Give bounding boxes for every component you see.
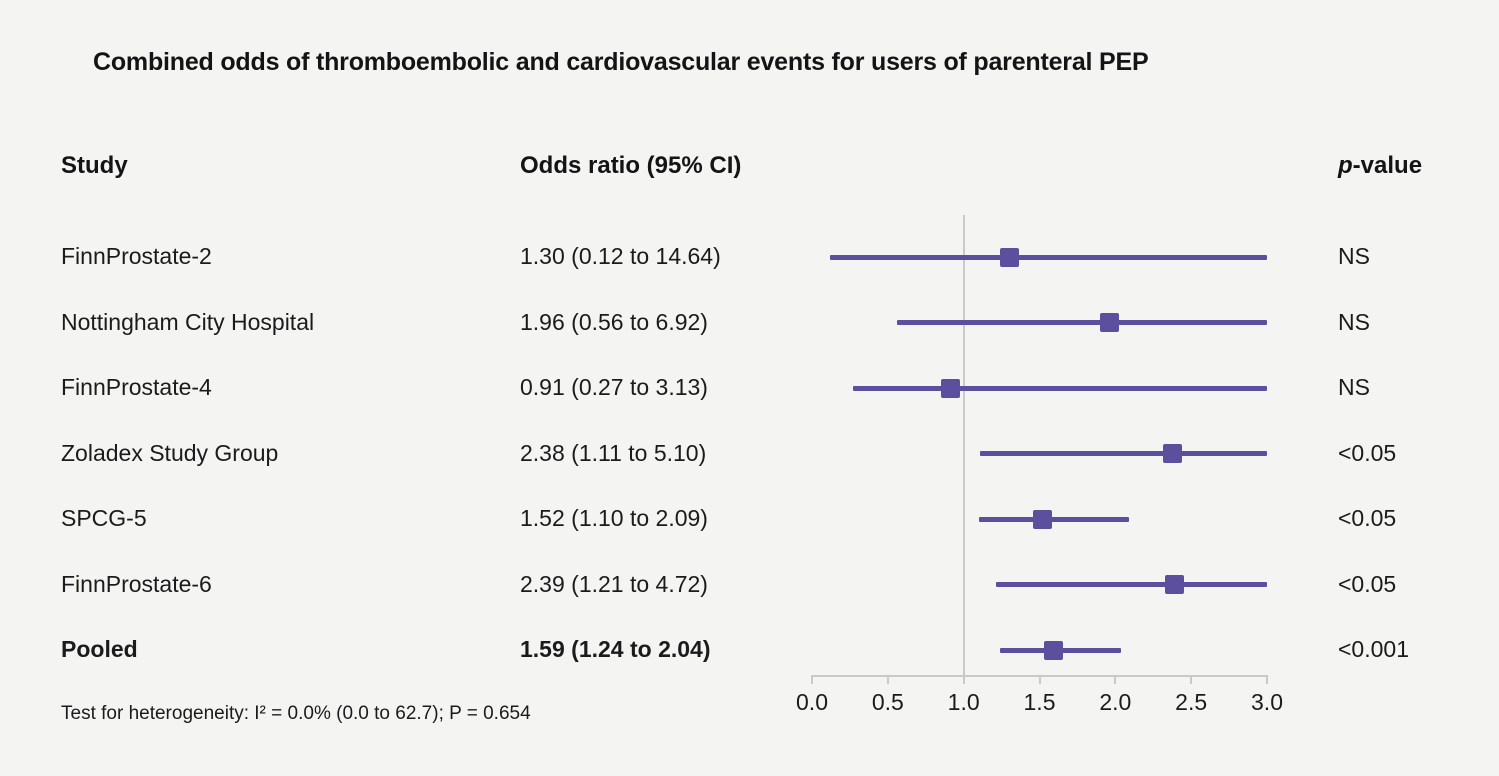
row-study-name: Zoladex Study Group [61, 439, 279, 466]
axis-tick-label: 0.0 [796, 689, 828, 715]
axis-tick [963, 675, 965, 684]
confidence-interval-line [830, 255, 1267, 260]
row-p-value: <0.001 [1338, 636, 1409, 662]
point-estimate-marker [1165, 575, 1184, 594]
row-p-value: <0.05 [1338, 505, 1397, 531]
row-odds-ratio: 2.38 (1.11 to 5.10) [520, 439, 707, 466]
heterogeneity-note: Test for heterogeneity: I² = 0.0% (0.0 to 62.7); P = 0.654 [61, 703, 531, 724]
row-p-value: <0.05 [1338, 570, 1397, 597]
row-p-value: NS [1338, 243, 1370, 269]
point-estimate-marker [941, 379, 960, 398]
row-study-name: Pooled [61, 636, 138, 662]
axis-tick [887, 675, 889, 684]
point-estimate-marker [1000, 248, 1019, 267]
axis-tick-label: 1.0 [947, 689, 980, 715]
row-odds-ratio: 2.39 (1.21 to 4.72) [520, 570, 708, 597]
axis-tick [1039, 675, 1041, 684]
column-header-study: Study [61, 152, 128, 179]
row-odds-ratio: 1.30 (0.12 to 14.64) [520, 243, 721, 269]
row-odds-ratio: 1.59 (1.24 to 2.04) [520, 636, 711, 662]
column-header-odds-ratio: Odds ratio (95% CI) [520, 152, 742, 179]
row-p-value: NS [1338, 374, 1370, 400]
row-study-name: FinnProstate-2 [61, 243, 212, 269]
confidence-interval-line [996, 582, 1267, 587]
row-study-name: FinnProstate-4 [61, 374, 212, 400]
axis-tick-label: 1.5 [1023, 689, 1056, 715]
point-estimate-marker [1163, 444, 1182, 463]
axis-tick-label: 3.0 [1251, 689, 1283, 715]
confidence-interval-line [979, 517, 1129, 522]
p-italic: p [1338, 152, 1353, 179]
axis-tick [1190, 675, 1192, 684]
row-study-name: Nottingham City Hospital [61, 308, 315, 335]
axis-tick-label: 0.5 [871, 689, 904, 715]
point-estimate-marker [1033, 510, 1052, 529]
page-title: Combined odds of thromboembolic and cardiovascular events for users of parenteral PEP [93, 48, 1149, 76]
row-p-value: NS [1338, 308, 1370, 335]
p-suffix: -value [1352, 152, 1423, 179]
plot-area [812, 215, 1267, 675]
point-estimate-marker [1100, 313, 1119, 332]
axis-tick [1114, 675, 1116, 684]
confidence-interval-line [897, 320, 1267, 325]
confidence-interval-line [980, 451, 1267, 456]
row-odds-ratio: 1.52 (1.10 to 2.09) [520, 505, 708, 531]
x-axis [796, 675, 1283, 735]
axis-tick [811, 675, 813, 684]
row-study-name: SPCG-5 [61, 505, 147, 531]
row-odds-ratio: 1.96 (0.56 to 6.92) [520, 308, 708, 335]
row-p-value: <0.05 [1338, 439, 1397, 466]
axis-tick-label: 2.5 [1175, 689, 1208, 715]
row-study-name: FinnProstate-6 [61, 570, 212, 597]
row-odds-ratio: 0.91 (0.27 to 3.13) [520, 374, 708, 400]
point-estimate-marker [1044, 641, 1063, 660]
axis-tick-label: 2.0 [1099, 689, 1132, 715]
confidence-interval-line [853, 386, 1267, 391]
column-header-p-value [1338, 152, 1422, 180]
reference-line [963, 215, 965, 675]
axis-tick [1266, 675, 1268, 684]
